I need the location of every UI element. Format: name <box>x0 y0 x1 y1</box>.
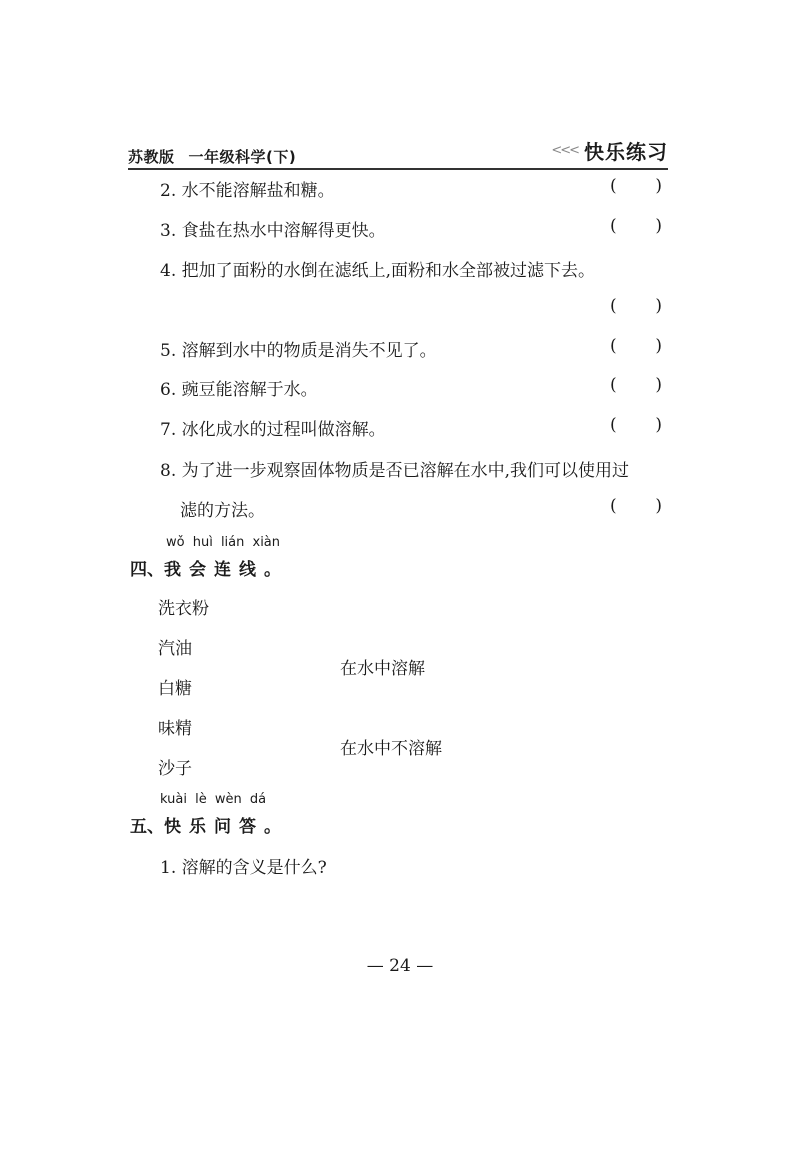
match-left-item[interactable]: 沙子 <box>158 759 192 779</box>
match-left-item[interactable]: 白糖 <box>158 679 192 699</box>
question-text: 6. 豌豆能溶解于水。 <box>160 380 318 400</box>
answer-blank[interactable]: ( ) <box>610 296 662 316</box>
answer-blank[interactable]: ( ) <box>610 375 662 395</box>
answer-blank[interactable]: ( ) <box>610 176 662 196</box>
section5-pinyin: kuài lè wèn dá <box>160 792 267 807</box>
question-text: 2. 水不能溶解盐和糖。 <box>160 181 335 201</box>
answer-blank[interactable]: ( ) <box>610 336 662 356</box>
answer-blank[interactable]: ( ) <box>610 216 662 236</box>
section-number: 五、 <box>130 817 164 837</box>
question-text: 4. 把加了面粉的水倒在滤纸上,面粉和水全部被过滤下去。 <box>160 261 596 281</box>
match-left-item[interactable]: 味精 <box>158 719 192 739</box>
question-text: 8. 为了进一步观察固体物质是否已溶解在水中,我们可以使用过 <box>160 461 630 481</box>
chevron-left-icon: <<< <box>551 143 578 158</box>
page-header <box>128 130 668 168</box>
question-text: 滤的方法。 <box>180 501 265 521</box>
brand-title: 快乐练习 <box>584 140 668 164</box>
answer-blank[interactable]: ( ) <box>610 496 662 516</box>
question-text: 1. 溶解的含义是什么? <box>160 858 327 878</box>
question-text: 5. 溶解到水中的物质是消失不见了。 <box>160 341 437 361</box>
section-number: 四、 <box>130 560 164 580</box>
book-info <box>128 146 296 167</box>
section4-heading <box>130 555 281 580</box>
question-text: 3. 食盐在热水中溶解得更快。 <box>160 221 386 241</box>
section5-heading <box>130 812 281 837</box>
header-divider <box>128 168 668 170</box>
section-title: 快乐问答 <box>164 817 264 837</box>
section-title: 我会连线 <box>164 560 264 580</box>
page-number: — 24 — <box>366 956 434 976</box>
section4-pinyin: wǒ huì lián xiàn <box>166 535 281 550</box>
subject-label: 一年级科学(下) <box>188 148 297 166</box>
match-right-item[interactable]: 在水中溶解 <box>340 659 425 679</box>
series-brand <box>551 136 668 165</box>
section-period: 。 <box>264 817 281 837</box>
match-left-item[interactable]: 汽油 <box>158 639 192 659</box>
match-right-item[interactable]: 在水中不溶解 <box>340 739 442 759</box>
answer-blank[interactable]: ( ) <box>610 415 662 435</box>
question-text: 7. 冰化成水的过程叫做溶解。 <box>160 420 386 440</box>
section-period: 。 <box>264 560 281 580</box>
edition-label: 苏教版 <box>128 148 175 166</box>
match-left-item[interactable]: 洗衣粉 <box>158 599 209 619</box>
